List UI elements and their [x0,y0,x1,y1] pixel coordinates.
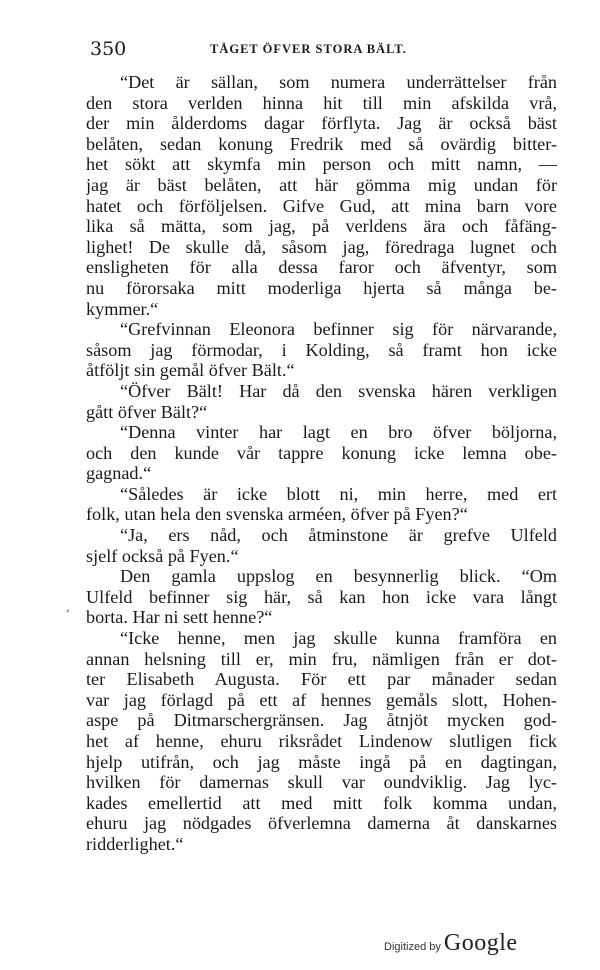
running-head: TÅGET ÖFVER STORA BÄLT. [210,42,407,56]
text-line: ensligheten för alla dessa faror och äfventyr, som [86,257,557,278]
text-line: ehuru jag nödgades öfverlemna damerna åt danskarnes [86,813,557,834]
page-number: 350 [90,38,127,60]
paragraph [86,566,557,628]
text-line: aspe på Ditmarschergränsen. Jag åtnjöt mycken god- [86,710,557,731]
text-line: Ulfeld befinner sig här, så kan hon icke vara långt [86,586,557,607]
watermark-brand: Google [443,930,518,956]
text-line: het sökt att skymfa min person och mitt namn, — [86,154,557,175]
watermark-prefix: Digitized by [384,941,441,953]
text-line: “Grefvinnan Eleonora befinner sig för närvarande, [120,319,557,340]
text-line: åtföljt sin gemål öfver Bält.“ [86,360,295,381]
page-header [90,38,570,60]
text-line: “Det är sällan, som numera underrättelser från [120,72,557,92]
text-line: var jag förlagd på ett af hennes gemåls slott, Hohen- [86,689,557,710]
text-line: såsom jag förmodar, i Kolding, så framt hon icke [86,339,557,360]
text-line: lika så mätta, som jag, på verldens ära och fåfäng- [86,216,557,237]
text-line: kymmer.“ [86,298,159,319]
text-line: gagnad.“ [86,463,152,484]
text-line: “Icke henne, men jag skulle kunna framföra en [120,628,557,649]
text-line: jag är bäst belåten, att här gömma mig undan för [86,174,557,195]
text-line: hatet och förföljelsen. Gifve Gud, att mina barn vore [86,195,557,216]
text-line: folk, utan hela den svenska arméen, öfver på Fyen?“ [86,504,468,525]
text-line: belåten, sedan konung Fredrik med så ovärdig bitter- [86,133,557,154]
text-line: Den gamla uppslog en besynnerlig blick. “Om [120,566,557,587]
text-line: “Denna vinter har lagt en bro öfver böljorna, [120,422,557,443]
paragraph [86,484,557,525]
text-line: hvilken för damernas skull var oundviklig. Jag lyc- [86,772,557,793]
text-line: ter Elisabeth Augusta. För ett par månader sedan [86,669,557,690]
paragraph [86,422,557,484]
body-text [86,72,557,855]
paragraph [86,525,557,566]
text-line: gått öfver Bält?“ [86,401,208,422]
text-line: och den kunde vår tappre konung icke lemna obe- [86,442,557,463]
text-line: den stora verlden hinna hit till min afskilda vrå, [86,92,557,113]
text-line: het af henne, ehuru riksrådet Lindenow slutligen fick [86,731,557,751]
paragraph [86,319,557,381]
text-line: sjelf också på Fyen.“ [86,545,239,566]
text-line: lighet! De skulle då, såsom jag, föredraga lugnet och [86,236,557,257]
text-line: ridderlighet.“ [86,833,184,854]
paragraph [86,628,557,855]
text-line: “Öfver Bält! Har då den svenska hären verkligen [120,380,557,401]
text-line: borta. Har ni sett henne?“ [86,607,273,628]
text-line: der min ålderdoms dagar förflyta. Jag är också bäst [86,113,557,134]
paragraph [86,381,557,422]
text-line: hjelp utifrån, och jag måste ingå på en dagtingan, [86,751,557,772]
text-line: nu förorsaka mitt moderliga hjerta så många be- [86,277,557,298]
paragraph [86,72,557,319]
text-line: “Således är icke blott ni, min herre, med ert [120,483,557,504]
google-watermark [384,930,518,960]
text-line: kades emellertid att med mitt folk komma undan, [86,792,557,813]
text-line: annan helsning till er, min fru, nämligen från er dot- [86,648,557,669]
margin-mark: , [66,600,70,614]
text-line: “Ja, ers nåd, och åtminstone är grefve Ulfeld [120,525,557,546]
